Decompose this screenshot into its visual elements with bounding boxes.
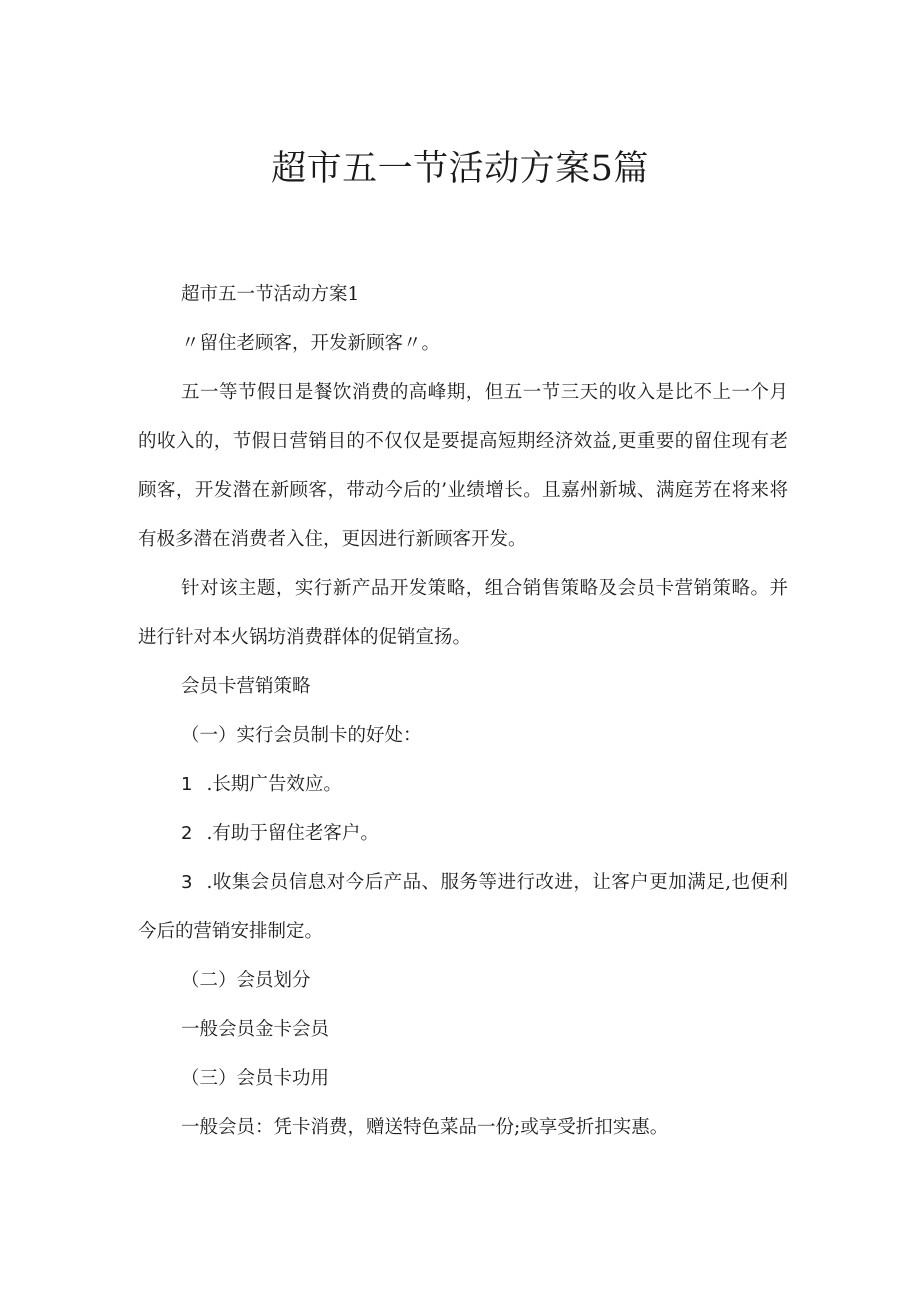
paragraph: 一般会员金卡会员	[181, 1019, 330, 1040]
paragraph: 一般会员：凭卡消费，赠送特色菜品一份;或享受折扣实惠。	[181, 1117, 669, 1138]
paragraph: 针对该主题，实行新产品开发策略，组合销售策略及会员卡营销策略。并进行针对本火锅坊消费群体的促销宣扬。	[138, 578, 788, 648]
paragraph: 五一等节假日是餐饮消费的高峰期，但五一节三天的收入是比不上一个月的收入的，节假日营销目的不仅仅是要提高短期经济效益,更重要的留住现有老顾客，开发潜在新顾客，带动今后的’业绩增长。且嘉州新城、满庭芳在将来将有极多潜在消费者入住，更因进行新顾客开发。	[138, 382, 788, 550]
section-heading: 超市五一节活动方案1	[181, 284, 360, 305]
list-number: 3	[181, 872, 193, 893]
paragraph: （一）实行会员制卡的好处：	[181, 725, 422, 746]
paragraph: 〃留住老顾客，开发新顾客〃。	[181, 333, 441, 354]
list-item	[138, 858, 788, 956]
paragraph: （三）会员卡功用	[181, 1068, 330, 1089]
document-title: 超市五一节活动方案5篇	[271, 149, 649, 189]
list-item-text: .长期广告效应。	[206, 774, 342, 795]
paragraph: 会员卡营销策略	[181, 676, 311, 697]
list-item-text: .收集会员信息对今后产品、服务等进行改进，让客户更加满足,也便利今后的营销安排制定。	[138, 872, 788, 942]
list-number: 2	[181, 823, 193, 844]
list-item-text: .有助于留住老客户。	[206, 823, 379, 844]
list-number: 1	[181, 774, 193, 795]
list-item	[138, 760, 788, 809]
paragraph: （二）会员划分	[181, 970, 311, 991]
list-item	[138, 809, 788, 858]
document-body	[138, 270, 788, 1152]
